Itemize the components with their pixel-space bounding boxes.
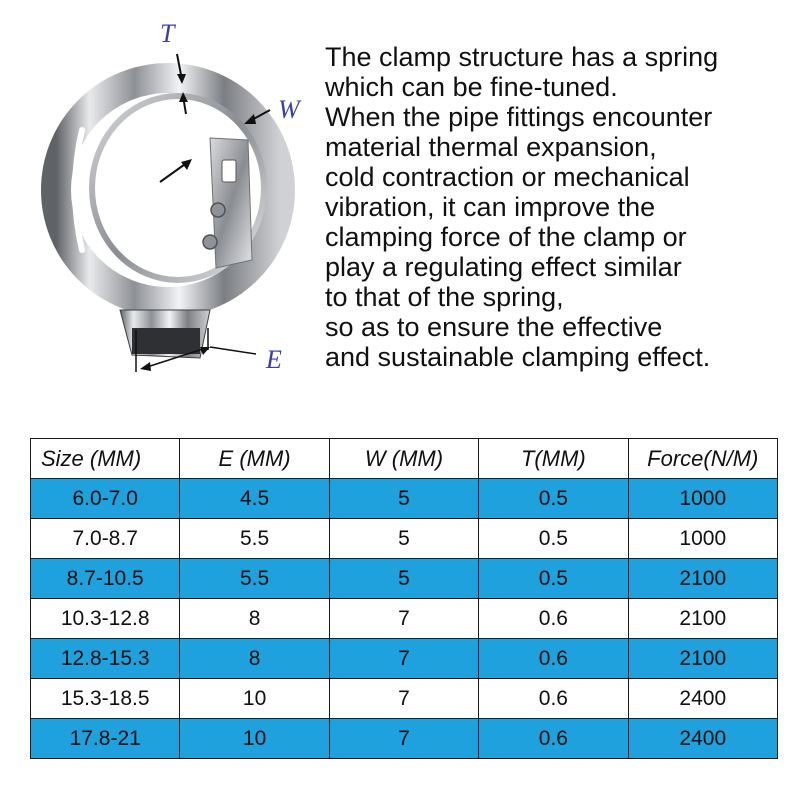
cell-force: 2100: [628, 559, 777, 599]
cell-size: 17.8-21: [31, 719, 180, 759]
cell-size: 10.3-12.8: [31, 599, 180, 639]
cell-w: 5: [329, 519, 478, 559]
table-row: [31, 719, 778, 759]
cell-w: 7: [329, 719, 478, 759]
description-line: which can be fine-tuned.: [325, 72, 618, 102]
cell-w: 7: [329, 639, 478, 679]
header-e: E (MM): [180, 439, 329, 479]
clamp-illustration: [20, 10, 320, 390]
cell-e: 8: [180, 639, 329, 679]
cell-force: 2400: [628, 679, 777, 719]
cell-w: 7: [329, 599, 478, 639]
description-line: vibration, it can improve the: [325, 192, 656, 222]
description-line: material thermal expansion,: [325, 132, 657, 162]
cell-t: 0.6: [479, 599, 628, 639]
cell-e: 5.5: [180, 519, 329, 559]
description-line: When the pipe fittings encounter: [325, 102, 713, 132]
cell-w: 5: [329, 559, 478, 599]
cell-t: 0.6: [479, 719, 628, 759]
cell-size: 15.3-18.5: [31, 679, 180, 719]
cell-size: 12.8-15.3: [31, 639, 180, 679]
table-row: [31, 559, 778, 599]
cell-size: 7.0-8.7: [31, 519, 180, 559]
cell-e: 4.5: [180, 479, 329, 519]
cell-force: 2100: [628, 639, 777, 679]
cell-e: 10: [180, 719, 329, 759]
table-row: [31, 599, 778, 639]
header-size: Size (MM): [31, 439, 180, 479]
cell-size: 8.7-10.5: [31, 559, 180, 599]
cell-t: 0.6: [479, 679, 628, 719]
cell-force: 2100: [628, 599, 777, 639]
table-header-row: [31, 439, 778, 479]
cell-t: 0.6: [479, 639, 628, 679]
label-w: W: [278, 95, 300, 124]
table-row: [31, 679, 778, 719]
header-t: T(MM): [479, 439, 628, 479]
label-t: T: [160, 19, 175, 48]
description-line: so as to ensure the effective: [325, 312, 663, 342]
cell-force: 2400: [628, 719, 777, 759]
description-line: play a regulating effect similar: [325, 252, 682, 282]
description-line: The clamp structure has a spring: [325, 42, 719, 72]
cell-e: 10: [180, 679, 329, 719]
clamp-ring: [56, 78, 280, 358]
cell-t: 0.5: [479, 519, 628, 559]
description-line: to that of the spring,: [325, 282, 564, 312]
table-row: [31, 639, 778, 679]
cell-size: 6.0-7.0: [31, 479, 180, 519]
header-w: W (MM): [329, 439, 478, 479]
header-force: Force(N/M): [628, 439, 777, 479]
cell-w: 7: [329, 679, 478, 719]
cell-w: 5: [329, 479, 478, 519]
cell-force: 1000: [628, 519, 777, 559]
description-line: clamping force of the clamp or: [325, 222, 687, 252]
product-description: [325, 42, 795, 372]
cell-e: 8: [180, 599, 329, 639]
cell-t: 0.5: [479, 479, 628, 519]
cell-t: 0.5: [479, 559, 628, 599]
table-row: [31, 519, 778, 559]
description-line: and sustainable clamping effect.: [325, 342, 711, 372]
table-row: [31, 479, 778, 519]
label-e: E: [266, 345, 282, 374]
description-line: cold contraction or mechanical: [325, 162, 690, 192]
cell-e: 5.5: [180, 559, 329, 599]
cell-force: 1000: [628, 479, 777, 519]
spec-table: [30, 438, 778, 759]
